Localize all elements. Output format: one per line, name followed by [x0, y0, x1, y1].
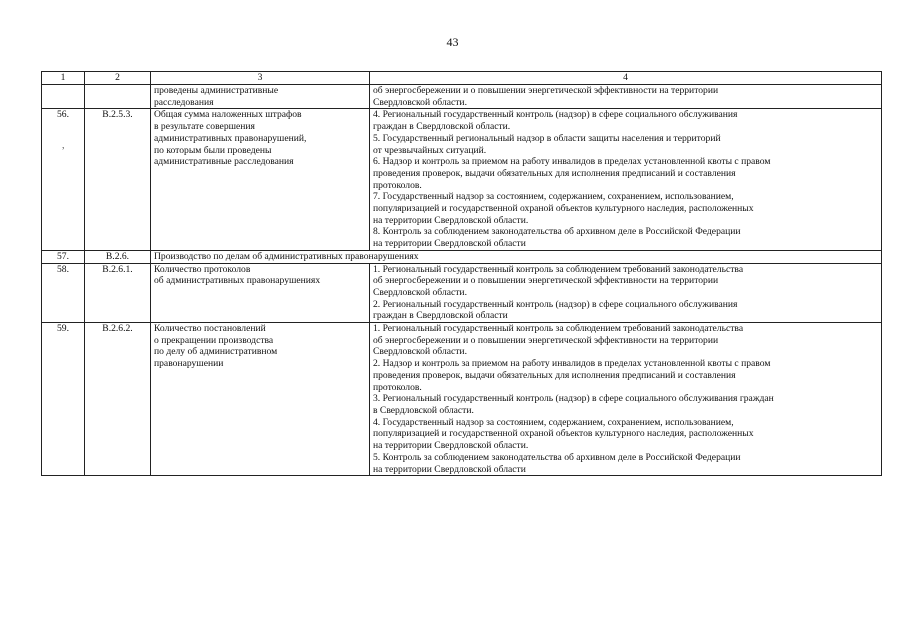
control-type-line: 4. Региональный государственный контроль (надзор) в сфере социального обслуживания [373, 109, 738, 121]
table-body [42, 72, 882, 476]
row-number: 59. [42, 323, 85, 476]
control-type-line: об энергосбережении и о повышении энергетической эффективности на территории [373, 85, 719, 96]
control-type-line: Свердловской области. [373, 286, 467, 298]
section-title [151, 250, 882, 263]
column-header: 1 [42, 72, 85, 85]
control-type-line: на территории Свердловской области [373, 238, 526, 250]
column-header: 3 [151, 72, 370, 85]
indicator-name-line: по которым были проведены [154, 144, 272, 156]
indicator-name-line: правонарушении [154, 358, 224, 370]
indicator-name-line: проведены административные [154, 85, 279, 96]
control-type-line: 1. Региональный государственный контроль за соблюдением требований законодательства [373, 323, 744, 335]
row-number: 56. [42, 109, 85, 250]
indicator-name-line: об административных правонарушениях [154, 275, 321, 287]
page-number: 43 [446, 35, 459, 49]
control-type-line: популяризацией и государственной охраной объектов культурного наследия, расположенных [373, 203, 754, 215]
control-type-line: 5. Контроль за соблюдением законодательства об архивном деле в Российской Федерации [373, 451, 741, 463]
control-type-line: на территории Свердловской области [373, 463, 526, 475]
section-title-text: Производство по делам об административных правонарушениях [154, 250, 419, 262]
table-row [42, 109, 882, 250]
indicator-name [151, 323, 370, 476]
control-type-line: в Свердловской области. [373, 404, 474, 416]
column-header: 2 [85, 72, 151, 85]
control-type-line: 8. Контроль за соблюдением законодательства об архивном деле в Российской Федерации [373, 226, 741, 238]
row-number: 58. [42, 263, 85, 323]
indicator-name [151, 109, 370, 250]
control-type-line: 2. Надзор и контроль за приемом на работу инвалидов в пределах установленной квоты с правом [373, 358, 771, 370]
table-row [42, 263, 882, 323]
control-type-line: протоколов. [373, 381, 422, 393]
control-type-line: проведения проверок, выдачи обязательных для исполнения предписаний и составления [373, 167, 736, 179]
indicator-code: В.2.6.2. [85, 323, 151, 476]
indicator-name-line: административные расследования [154, 156, 294, 168]
column-header: 4 [370, 72, 882, 85]
control-type-line: проведения проверок, выдачи обязательных для исполнения предписаний и составления [373, 369, 736, 381]
control-type-line: от чрезвычайных ситуаций. [373, 144, 487, 156]
indicator-name [151, 263, 370, 323]
indicator-code: В.2.6.1. [85, 263, 151, 323]
indicator-name-line: Количество постановлений [154, 323, 266, 335]
control-type-line: на территории Свердловской области. [373, 214, 529, 226]
control-type-line: 5. Государственный региональный надзор в области защиты населения и территорий [373, 132, 721, 144]
control-type-line: протоколов. [373, 179, 422, 191]
indicator-code [85, 85, 151, 109]
indicator-name-line: административных правонарушений, [154, 132, 307, 144]
indicator-name-line: по делу об административном [154, 346, 278, 358]
control-type-line: 2. Региональный государственный контроль (надзор) в сфере социального обслуживания [373, 298, 738, 310]
indicator-name-line: Количество протоколов [154, 263, 251, 275]
indicator-name [151, 85, 370, 109]
table-row [42, 250, 882, 263]
indicator-code: В.2.5.3. [85, 109, 151, 250]
table-row [42, 323, 882, 476]
indicator-name-line: расследования [154, 96, 214, 108]
control-type-line: популяризацией и государственной охраной объектов культурного наследия, расположенных [373, 428, 754, 440]
control-type-line: 4. Государственный надзор за состоянием, содержанием, сохранением, использованием, [373, 416, 734, 428]
control-type-line: 3. Региональный государственный контроль (надзор) в сфере социального обслуживания граждан [373, 393, 774, 405]
control-type-line: об энергосбережении и о повышении энергетической эффективности на территории [373, 275, 719, 287]
control-type-line: граждан в Свердловской области. [373, 121, 511, 133]
row-number: 57. [42, 250, 85, 263]
control-type-line: Свердловской области. [373, 346, 467, 358]
indicator-name-line: Общая сумма наложенных штрафов [154, 109, 302, 121]
control-types [370, 323, 882, 476]
control-type-line: граждан в Свердловской области [373, 310, 508, 322]
control-types [370, 109, 882, 250]
indicators-table [41, 71, 882, 476]
row-number [42, 85, 85, 109]
control-type-line: 1. Региональный государственный контроль за соблюдением требований законодательства [373, 263, 744, 275]
control-type-line: на территории Свердловской области. [373, 440, 529, 452]
indicator-code: В.2.6. [85, 250, 151, 263]
control-type-line: Свердловской области. [373, 96, 467, 108]
control-type-line: 6. Надзор и контроль за приемом на работу инвалидов в пределах установленной квоты с правом [373, 156, 771, 168]
control-types [370, 85, 882, 109]
control-types [370, 263, 882, 323]
table-header-row [42, 72, 882, 85]
stray-mark: , [62, 140, 65, 151]
control-type-line: 7. Государственный надзор за состоянием, содержанием, сохранением, использованием, [373, 191, 734, 203]
table-row [42, 85, 882, 109]
indicator-name-line: о прекращении производства [154, 334, 274, 346]
indicator-name-line: в результате совершения [154, 121, 255, 133]
control-type-line: об энергосбережении и о повышении энергетической эффективности на территории [373, 334, 719, 346]
